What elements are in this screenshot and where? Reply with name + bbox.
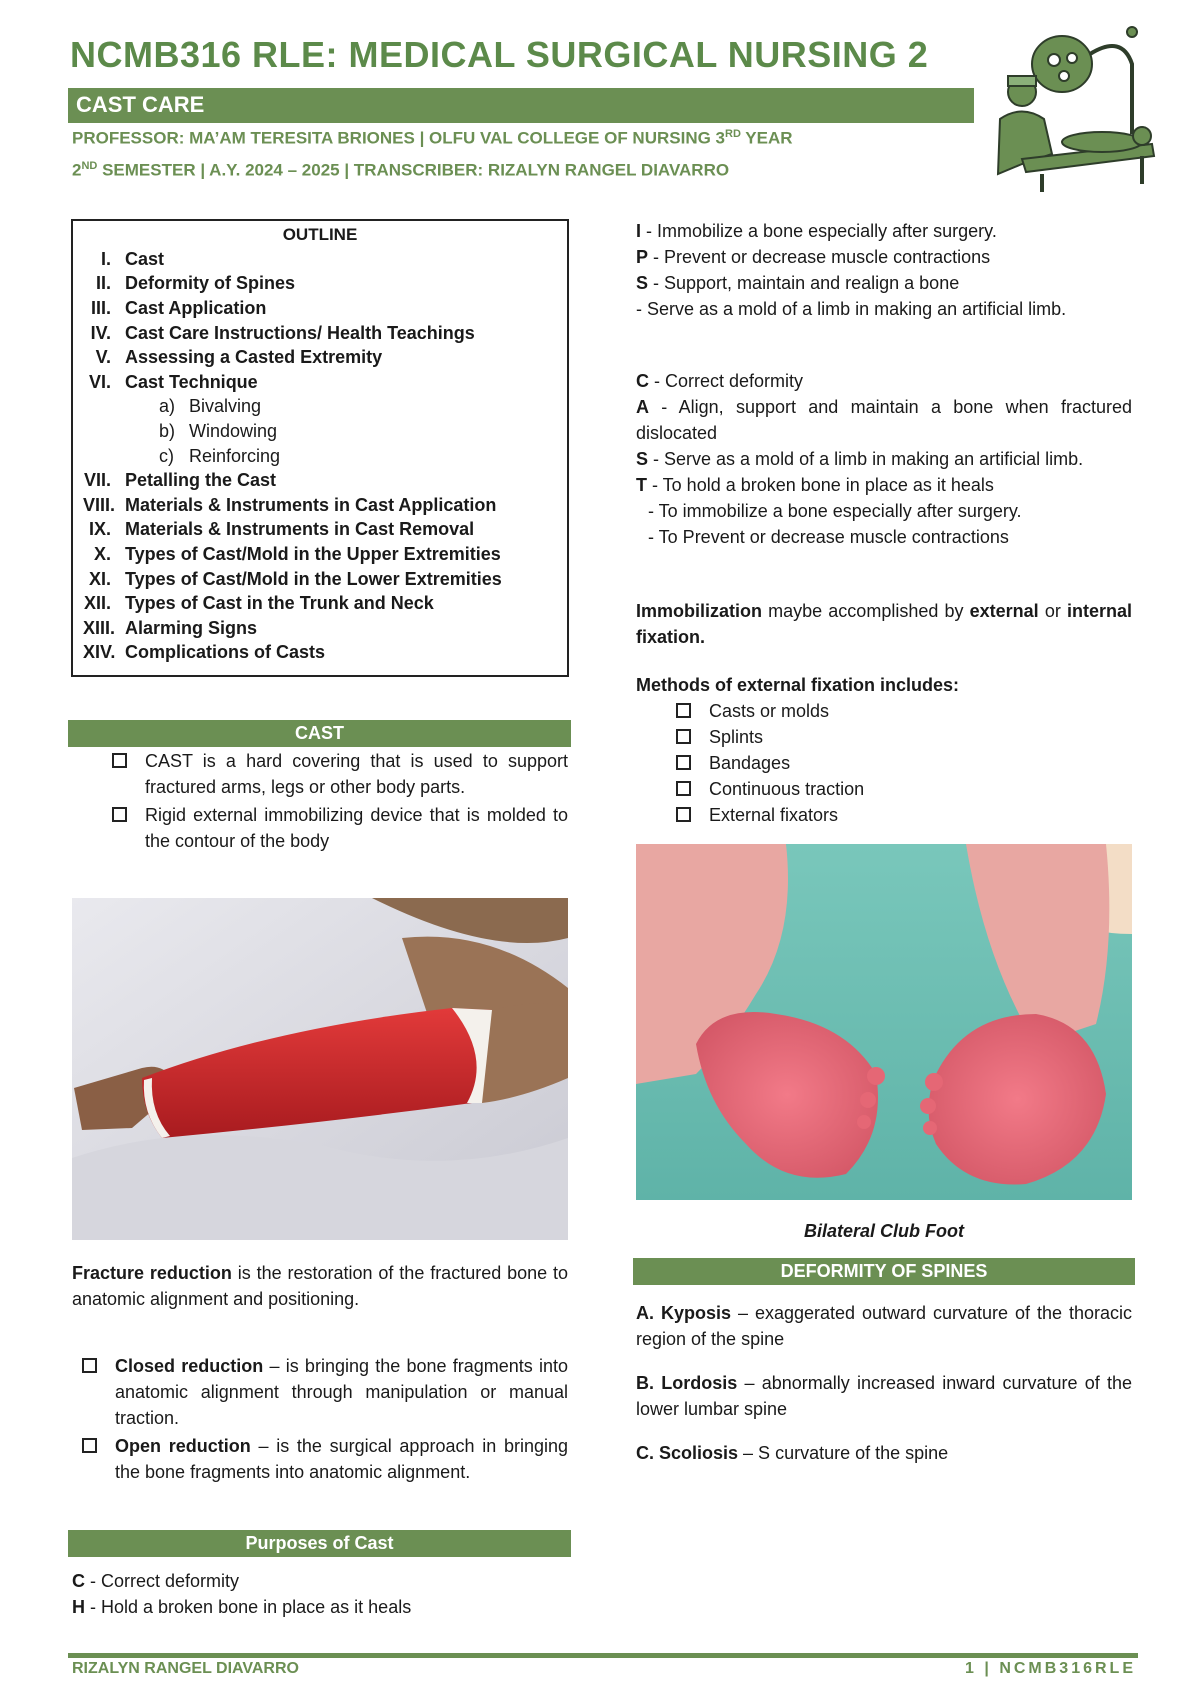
outline-label: Cast Application [125, 297, 267, 318]
methods-heading: Methods of external fixation includes: [636, 675, 960, 695]
footer-author: RIZALYN RANGEL DIAVARRO [72, 1660, 299, 1677]
definition-text: – abnormally increased inward curvature of the lower lumbar spine [636, 1373, 1132, 1419]
section-bar-cast [68, 720, 571, 747]
cast-bullet [112, 748, 568, 800]
club-foot-photo [636, 844, 1132, 1200]
outline-subitem [83, 419, 557, 444]
outline-item [83, 493, 557, 518]
outline-num: XIII. [83, 617, 116, 638]
method-text: Splints [709, 727, 764, 747]
outline-label: Types of Cast/Mold in the Lower Extremities [125, 568, 502, 589]
term-bold: Fracture reduction [72, 1263, 232, 1283]
outline-subitem [83, 444, 557, 469]
outline-label: Complications of Casts [125, 642, 326, 663]
outline-num: XI. [88, 568, 111, 589]
outline-num: XII. [83, 593, 111, 614]
paragraph-text: or [1038, 601, 1067, 621]
arm-cast-photo [72, 898, 568, 1240]
purposes-right-list-2 [636, 368, 1132, 550]
purpose-text: - Hold a broken bone in place as it heals [85, 1597, 412, 1617]
section-heading: Purposes of Cast [245, 1533, 394, 1553]
topic-bar [68, 88, 974, 123]
paragraph-text: is the restoration of the fractured bone to anatomic alignment and positioning. [72, 1263, 569, 1309]
outline-num: IV. [90, 322, 111, 343]
purpose-letter: C [636, 371, 649, 391]
purpose-letter: C [72, 1571, 85, 1591]
footer-page-number: 1 | NCMB316RLE [965, 1660, 1136, 1677]
meta-line-semester [72, 160, 729, 181]
meta2-text: 2 [72, 160, 82, 180]
reduction-types [82, 1353, 568, 1485]
outline-label: Assessing a Casted Extremity [125, 347, 383, 368]
purpose-letter: H [72, 1597, 85, 1617]
meta2-post: SEMESTER | A.Y. 2024 – 2025 | TRANSCRIBER: RIZALYN RANGEL DIAVARRO [97, 160, 730, 180]
outline-label: Windowing [189, 420, 278, 441]
purposes-left-list [72, 1568, 568, 1620]
checkbox-bullet-icon [676, 781, 691, 796]
bullet-text: CAST is a hard covering that is used to support fractured arms, legs or other body parts. [145, 751, 568, 797]
purpose-letter: S [636, 273, 649, 293]
outline-item [83, 641, 557, 666]
outline-num: a) [159, 396, 176, 417]
purpose-text: - To hold a broken bone in place as it heals [647, 475, 994, 495]
purpose-text: - Prevent or decrease muscle contractions [648, 247, 991, 267]
figure-caption: Bilateral Club Foot [803, 1221, 964, 1241]
purpose-subline: - To immobilize a bone especially after surgery. [648, 501, 1022, 521]
term-bold: B. Lordosis [636, 1373, 738, 1393]
checkbox-bullet-icon [82, 1438, 97, 1453]
outline-num: VII. [83, 470, 111, 491]
purpose-text: - Correct deformity [85, 1571, 240, 1591]
scoliosis-definition [636, 1440, 1132, 1466]
purpose-text: - Immobilize a bone especially after surgery. [641, 221, 997, 241]
term-bold: external [969, 601, 1039, 621]
outline-label: Cast Care Instructions/ Health Teachings [125, 322, 475, 343]
bullet-text: Rigid external immobilizing device that is molded to the contour of the body [145, 805, 568, 851]
outline-title: OUTLINE [282, 225, 358, 244]
term-bold: Immobilization [636, 601, 762, 621]
outline-box [71, 219, 569, 677]
purpose-line [636, 244, 1132, 270]
outline-num: b) [159, 420, 176, 441]
checkbox-bullet-icon [676, 755, 691, 770]
external-fixation-methods [636, 672, 1132, 828]
checkbox-bullet-icon [112, 753, 127, 768]
paragraph-text: maybe accomplished by [762, 601, 970, 621]
purpose-line [72, 1568, 568, 1594]
method-text: External fixators [709, 805, 839, 825]
purposes-right-list-1 [636, 218, 1132, 322]
purpose-line [636, 218, 1132, 244]
document-title: NCMB316 RLE: MEDICAL SURGICAL NURSING 2 [70, 34, 929, 75]
outline-label: Cast Technique [125, 371, 258, 392]
method-text: Casts or molds [709, 701, 830, 721]
immobilization-paragraph [636, 598, 1132, 650]
cast-bullets [112, 748, 568, 854]
purpose-line [636, 394, 1132, 446]
reduction-item [82, 1353, 568, 1431]
outline-num: XIV. [83, 642, 116, 663]
outline-num: I. [100, 248, 111, 269]
outline-num: II. [95, 273, 111, 294]
purpose-line [636, 368, 1132, 394]
outline-num: III. [90, 297, 111, 318]
outline-label: Deformity of Spines [125, 273, 296, 294]
term-bold: internal fixation. [636, 601, 1132, 647]
term-bold: Open reduction [115, 1436, 251, 1456]
item-text: – is bringing the bone fragments into anatomic alignment through manipulation or manual traction. [115, 1356, 569, 1428]
meta1-text: PROFESSOR: MA’AM TERESITA BRIONES | OLFU VAL COLLEGE OF NURSING 3 [72, 128, 725, 148]
definition-text: – S curvature of the spine [738, 1443, 949, 1463]
cast-bullet [112, 802, 568, 854]
section-bar-deformity [633, 1258, 1135, 1285]
outline-item [83, 272, 557, 297]
outline-label: Types of Cast in the Trunk and Neck [125, 593, 434, 614]
section-heading: CAST [295, 723, 344, 743]
outline-num: VIII. [83, 494, 116, 515]
meta-line-professor [72, 128, 793, 149]
purpose-letter: I [636, 221, 642, 241]
outline-item [83, 616, 557, 641]
meta1-post: YEAR [740, 128, 793, 148]
outline-item [83, 468, 557, 493]
outline-label: Types of Cast/Mold in the Upper Extremities [125, 543, 501, 564]
outline-label: Bivalving [189, 396, 262, 417]
checkbox-bullet-icon [676, 703, 691, 718]
method-text: Bandages [709, 753, 791, 773]
purpose-letter: T [636, 475, 647, 495]
kyposis-definition [636, 1300, 1132, 1352]
purpose-text: - Align, support and maintain a bone when fractured dislocated [636, 397, 1132, 443]
purpose-line [72, 1594, 568, 1620]
outline-label: Materials & Instruments in Cast Removal [125, 519, 475, 540]
outline-item [83, 345, 557, 370]
outline-item [83, 591, 557, 616]
checkbox-bullet-icon [676, 729, 691, 744]
outline-label: Petalling the Cast [125, 470, 277, 491]
fracture-reduction-paragraph [72, 1260, 568, 1312]
method-item [676, 776, 1132, 802]
outline-item [83, 567, 557, 592]
outline-item [83, 518, 557, 543]
purpose-letter: S [636, 449, 649, 469]
lordosis-definition [636, 1370, 1132, 1422]
purpose-letter: P [636, 247, 649, 267]
nurse-patient-logo-icon [982, 24, 1162, 196]
method-item [676, 802, 1132, 828]
term-bold: C. Scoliosis [636, 1443, 739, 1463]
outline-item [83, 247, 557, 272]
method-text: Continuous traction [709, 779, 865, 799]
outline-num: IX. [88, 519, 111, 540]
outline-num: VI. [88, 371, 111, 392]
outline-label: Materials & Instruments in Cast Application [125, 494, 497, 515]
method-item [676, 750, 1132, 776]
footer-divider [68, 1653, 1138, 1658]
outline-num: X. [93, 543, 111, 564]
method-item [676, 724, 1132, 750]
purpose-line [636, 446, 1132, 472]
outline-item [83, 321, 557, 346]
outline-item [83, 296, 557, 321]
outline-num: c) [159, 445, 174, 466]
definition-text: – exaggerated outward curvature of the thoracic region of the spine [636, 1303, 1132, 1349]
topic-title: CAST CARE [76, 92, 205, 117]
outline-item [83, 542, 557, 567]
outline-label: Cast [125, 248, 165, 269]
purpose-line: - Serve as a mold of a limb in making an artificial limb. [636, 299, 1067, 319]
checkbox-bullet-icon [82, 1358, 97, 1373]
outline-num: V. [95, 347, 111, 368]
meta1-sup: RD [725, 128, 741, 140]
outline-item [83, 370, 557, 395]
checkbox-bullet-icon [112, 807, 127, 822]
purpose-text: - Support, maintain and realign a bone [648, 273, 960, 293]
purpose-subline: - To Prevent or decrease muscle contractions [648, 527, 1009, 547]
term-bold: A. Kyposis [636, 1303, 731, 1323]
method-item [676, 698, 1132, 724]
outline-label: Reinforcing [189, 445, 281, 466]
purpose-line [636, 472, 1132, 498]
outline-subitem [83, 395, 557, 420]
term-bold: Closed reduction [115, 1356, 264, 1376]
purpose-text: - Serve as a mold of a limb in making an artificial limb. [648, 449, 1084, 469]
purpose-letter: A [636, 397, 649, 417]
reduction-item [82, 1433, 568, 1485]
outline-label: Alarming Signs [125, 617, 258, 638]
purpose-line [636, 270, 1132, 296]
checkbox-bullet-icon [676, 807, 691, 822]
section-heading: DEFORMITY OF SPINES [780, 1261, 988, 1281]
meta2-sup: ND [81, 160, 98, 172]
section-bar-purposes [68, 1530, 571, 1557]
item-text: – is the surgical approach in bringing the bone fragments into anatomic alignment. [115, 1436, 568, 1482]
purpose-text: - Correct deformity [649, 371, 804, 391]
